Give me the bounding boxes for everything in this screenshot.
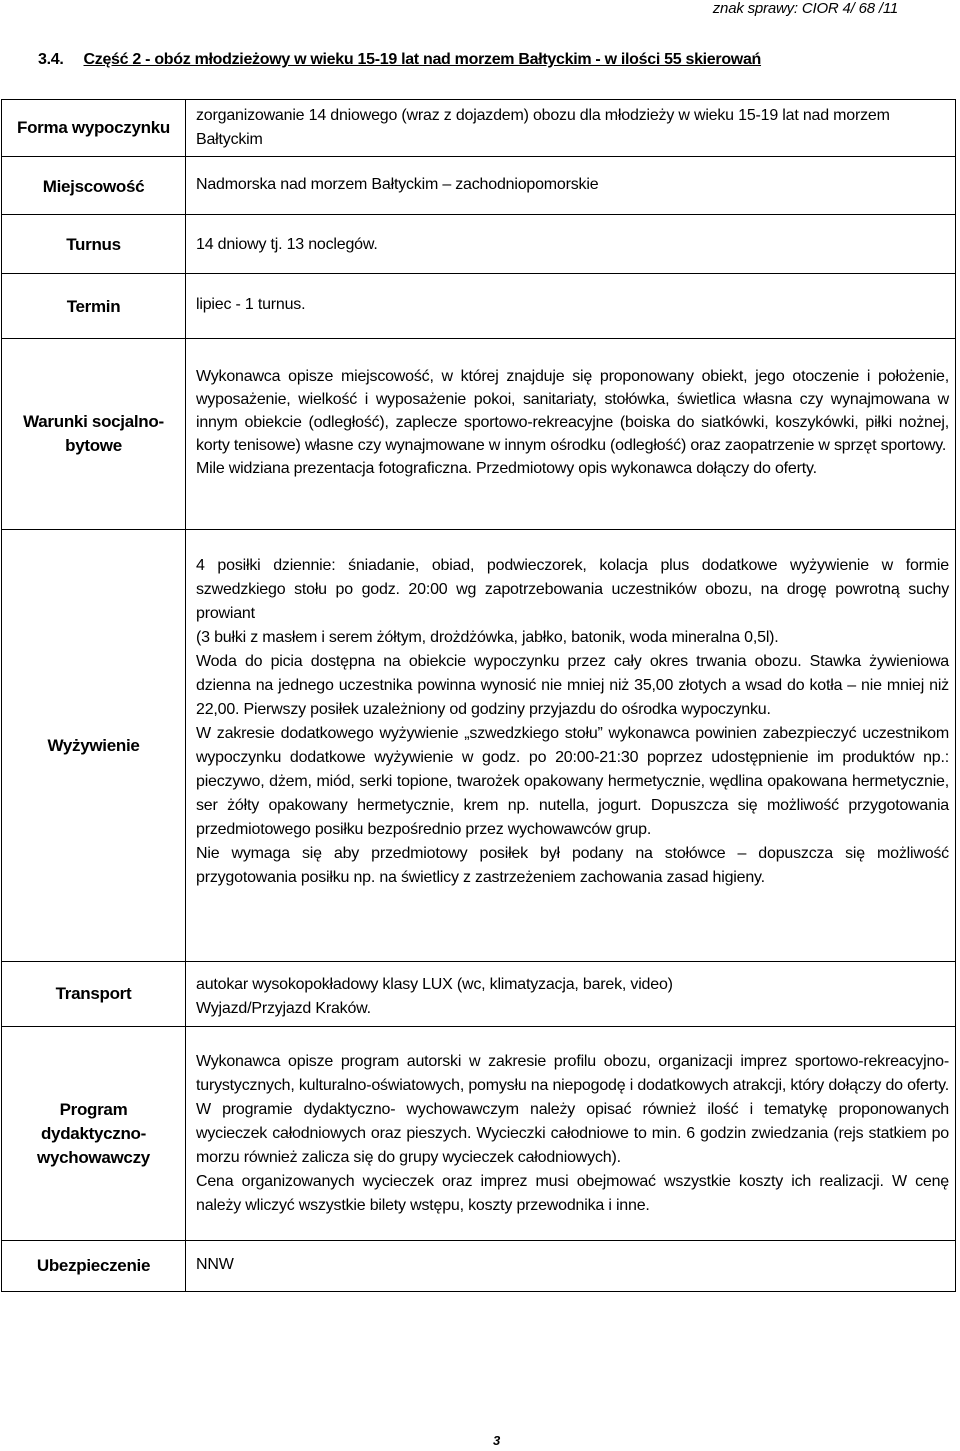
row-label: Wyżywienie bbox=[1, 530, 186, 961]
row-label: Miejscowość bbox=[1, 157, 186, 214]
row-label: Forma wypoczynku bbox=[1, 100, 186, 156]
row-text: NNW bbox=[196, 1256, 234, 1273]
row-text: W zakresie dodatkowego wyżywienie „szwedzkiego stołu” wykonawca powinien zabezpieczyć uczestnikom wypoczynku dodatkowe wyżywienie w godz. po 20:00-21:30 poprzez udostępnienie im produktów np.: pieczywo, dżem, miód, serki topione, twarożek opakowany hermetycznie, wędlina opakowana hermetycznie, ser żółty opakowany hermetycznie, krem np. nutella, jogurt. Dopuszcza się możliwość przygotowania przedmiotowego posiłku bezpośrednio przez wychowawców grup. bbox=[196, 725, 949, 838]
table-row-warunki bbox=[1, 339, 956, 530]
row-text: Woda do picia dostępna na obiekcie wypoczynku przez cały okres trwania obozu. Stawka żywieniowa dzienna na jednego uczestnika powinna wynosić nie mniej niż 35,00 złotych a wsad do kotła – nie mniej niż 22,00. Pierwszy posiłek uzależniony od godziny przyjazdu do ośrodka wypoczynku. bbox=[196, 653, 949, 718]
row-content bbox=[188, 1027, 956, 1240]
row-text: Nadmorska nad morzem Bałtyckim – zachodniopomorskie bbox=[196, 176, 599, 193]
row-text: Nie wymaga się aby przedmiotowy posiłek był podany na stołówce – dopuszcza się możliwość przygotowania posiłku np. na świetlicy z zastrzeżeniem zachowania zasad higieny. bbox=[196, 845, 949, 886]
row-text: autokar wysokopokładowy klasy LUX (wc, klimatyzacja, barek, video) bbox=[196, 976, 673, 993]
row-content bbox=[188, 962, 956, 1026]
row-label: Ubezpieczenie bbox=[1, 1241, 186, 1291]
row-text: Wykonawca opisze miejscowość, w której znajduje się proponowany obiekt, jego otoczenie i położenie, wyposażenie, wielkość i wyposażenie pokoi, sanitariaty, stołówka, świetlica własna czy wynajmowana w innym obiekcie (odległość), zaplecze sportowo-rekreacyjne (boiska do siatkówki, koszykówki, piłki nożnej, korty tenisowe) własne czy wynajmowane w innym ośrodku (odległość) oraz zaopatrzenie w sprzęt sportowy. bbox=[196, 368, 949, 454]
row-text: zorganizowanie 14 dniowego (wraz z dojazdem) obozu dla młodzieży w wieku 15-19 lat nad morzem Bałtyckim bbox=[196, 107, 890, 148]
section-heading bbox=[38, 51, 761, 69]
row-content bbox=[188, 339, 956, 529]
table-row-ubezpieczenie bbox=[1, 1241, 956, 1292]
row-label: Termin bbox=[1, 274, 186, 338]
row-content bbox=[188, 274, 956, 338]
page-number: 3 bbox=[493, 1433, 501, 1448]
row-text: 4 posiłki dziennie: śniadanie, obiad, podwieczorek, kolacja plus dodatkowe wyżywienie w formie szwedzkiego stołu po godz. 20:00 wg zapotrzebowania uczestników obozu, na drogę powrotną suchy prowiant bbox=[196, 557, 949, 622]
row-label: Turnus bbox=[1, 215, 186, 273]
row-text: lipiec - 1 turnus. bbox=[196, 296, 306, 313]
row-content bbox=[188, 1241, 956, 1291]
table-row-miejscowosc bbox=[1, 157, 956, 215]
row-text: Wykonawca opisze program autorski w zakresie profilu obozu, organizacji imprez sportowo-rekreacyjno-turystycznych, kulturalno-oświatowych, pomysłu na niepogodę i dodatkowych atrakcji, który dołączy do oferty. W programie dydaktyczno- wychowawczym należy opisać również ilość i tematykę proponowanych wycieczek całodniowych oraz pieszych. Wycieczki całodniowe to min. 6 godzin zwiedzania (rejs statkiem po morzu również zalicza się do grupy wycieczek całodniowych). bbox=[196, 1053, 949, 1166]
table-row-transport bbox=[1, 962, 956, 1027]
row-text: Cena organizowanych wycieczek oraz imprez musi obejmować wszystkie koszty ich realizacji. W cenę należy wliczyć wszystkie bilety wstępu, koszty przewodnika i inne. bbox=[196, 1173, 949, 1214]
table-row-program bbox=[1, 1027, 956, 1241]
row-content bbox=[188, 215, 956, 273]
table-row-forma bbox=[1, 99, 956, 157]
row-label: Warunki socjalno-bytowe bbox=[1, 339, 186, 529]
row-text: 14 dniowy tj. 13 noclegów. bbox=[196, 236, 378, 253]
row-label: Program dydaktyczno-wychowawczy bbox=[1, 1027, 186, 1240]
row-content bbox=[188, 100, 956, 156]
row-label: Transport bbox=[1, 962, 186, 1026]
row-text: (3 bułki z masłem i serem żółtym, drożdżówka, jabłko, batonik, woda mineralna 0,5l). bbox=[196, 629, 779, 646]
case-reference: znak sprawy: CIOR 4/ 68 /11 bbox=[712, 0, 898, 17]
table-row-turnus bbox=[1, 215, 956, 274]
table-row-termin bbox=[1, 274, 956, 339]
section-title: Część 2 - obóz młodzieżowy w wieku 15-19 lat nad morzem Bałtyckim - w ilości 55 skierowań bbox=[83, 51, 762, 68]
row-content bbox=[188, 157, 956, 214]
row-text: Wyjazd/Przyjazd Kraków. bbox=[196, 1000, 371, 1017]
row-content bbox=[188, 530, 956, 961]
row-text: Mile widziana prezentacja fotograficzna. Przedmiotowy opis wykonawca dołączy do oferty. bbox=[196, 460, 817, 477]
offer-table bbox=[1, 99, 956, 1292]
table-row-wyzywienie bbox=[1, 530, 956, 962]
section-number: 3.4. bbox=[38, 51, 64, 68]
